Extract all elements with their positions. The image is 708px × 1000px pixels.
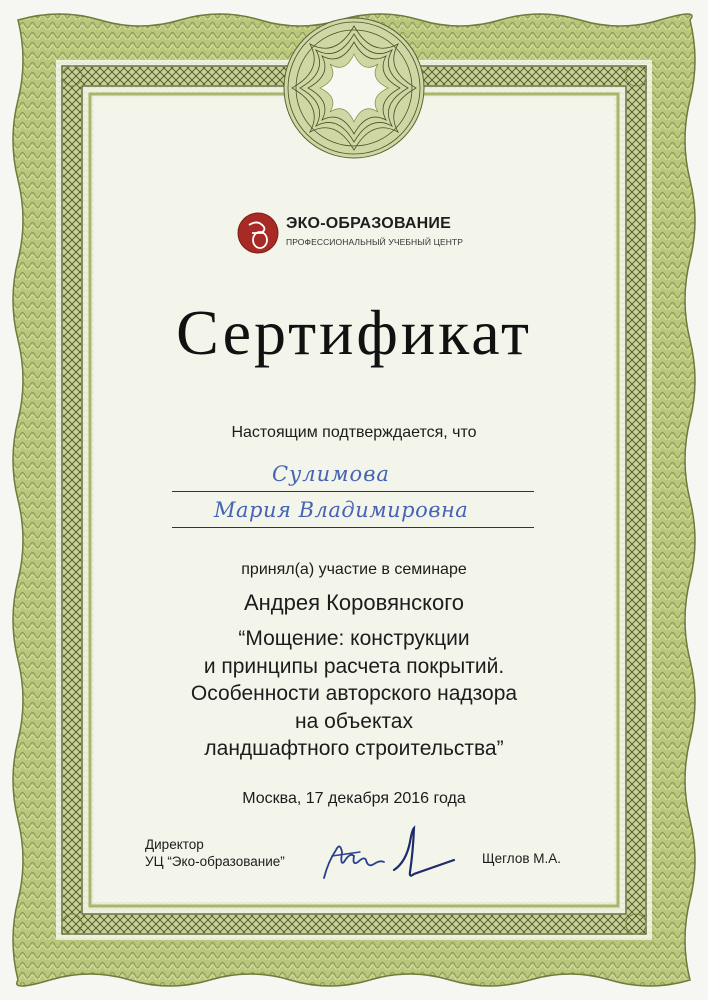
topic-line: Особенности авторского надзора (190, 682, 518, 705)
director-signature (314, 822, 464, 886)
logo-emblem-icon (236, 211, 280, 255)
director-role: Директор (145, 837, 204, 852)
confirmation-text: Настоящим подтверждается, что (231, 424, 477, 441)
logo-name: ЭКО-ОБРАЗОВАНИЕ (286, 215, 451, 232)
participation-text: принял(а) участие в семинаре (241, 561, 467, 578)
place-and-date: Москва, 17 декабря 2016 года (242, 790, 466, 807)
certificate-title: Сертификат (176, 297, 532, 368)
lecturer-name: Андрея Коровянского (243, 590, 465, 615)
director-title (145, 836, 285, 870)
director-organization: УЦ “Эко-образование” (145, 854, 285, 869)
seminar-topic (0, 625, 708, 763)
topic-line: “Мощение: конструкции (238, 627, 470, 650)
topic-line: на объектах (295, 709, 413, 733)
handwritten-surname: Сулимова (272, 462, 390, 486)
director-name: Щеглов М.А. (482, 851, 562, 866)
handwritten-name: Мария Владимировна (214, 498, 469, 522)
rosette-ornament (284, 18, 424, 158)
name-line-2 (172, 527, 534, 528)
topic-line: и принципы расчета покрытий. (203, 654, 505, 678)
name-line-1 (172, 491, 534, 492)
logo (236, 211, 496, 255)
logo-tagline: ПРОФЕССИОНАЛЬНЫЙ УЧЕБНЫЙ ЦЕНТР (286, 237, 464, 247)
topic-line: ландшафтного строительства” (204, 737, 504, 760)
